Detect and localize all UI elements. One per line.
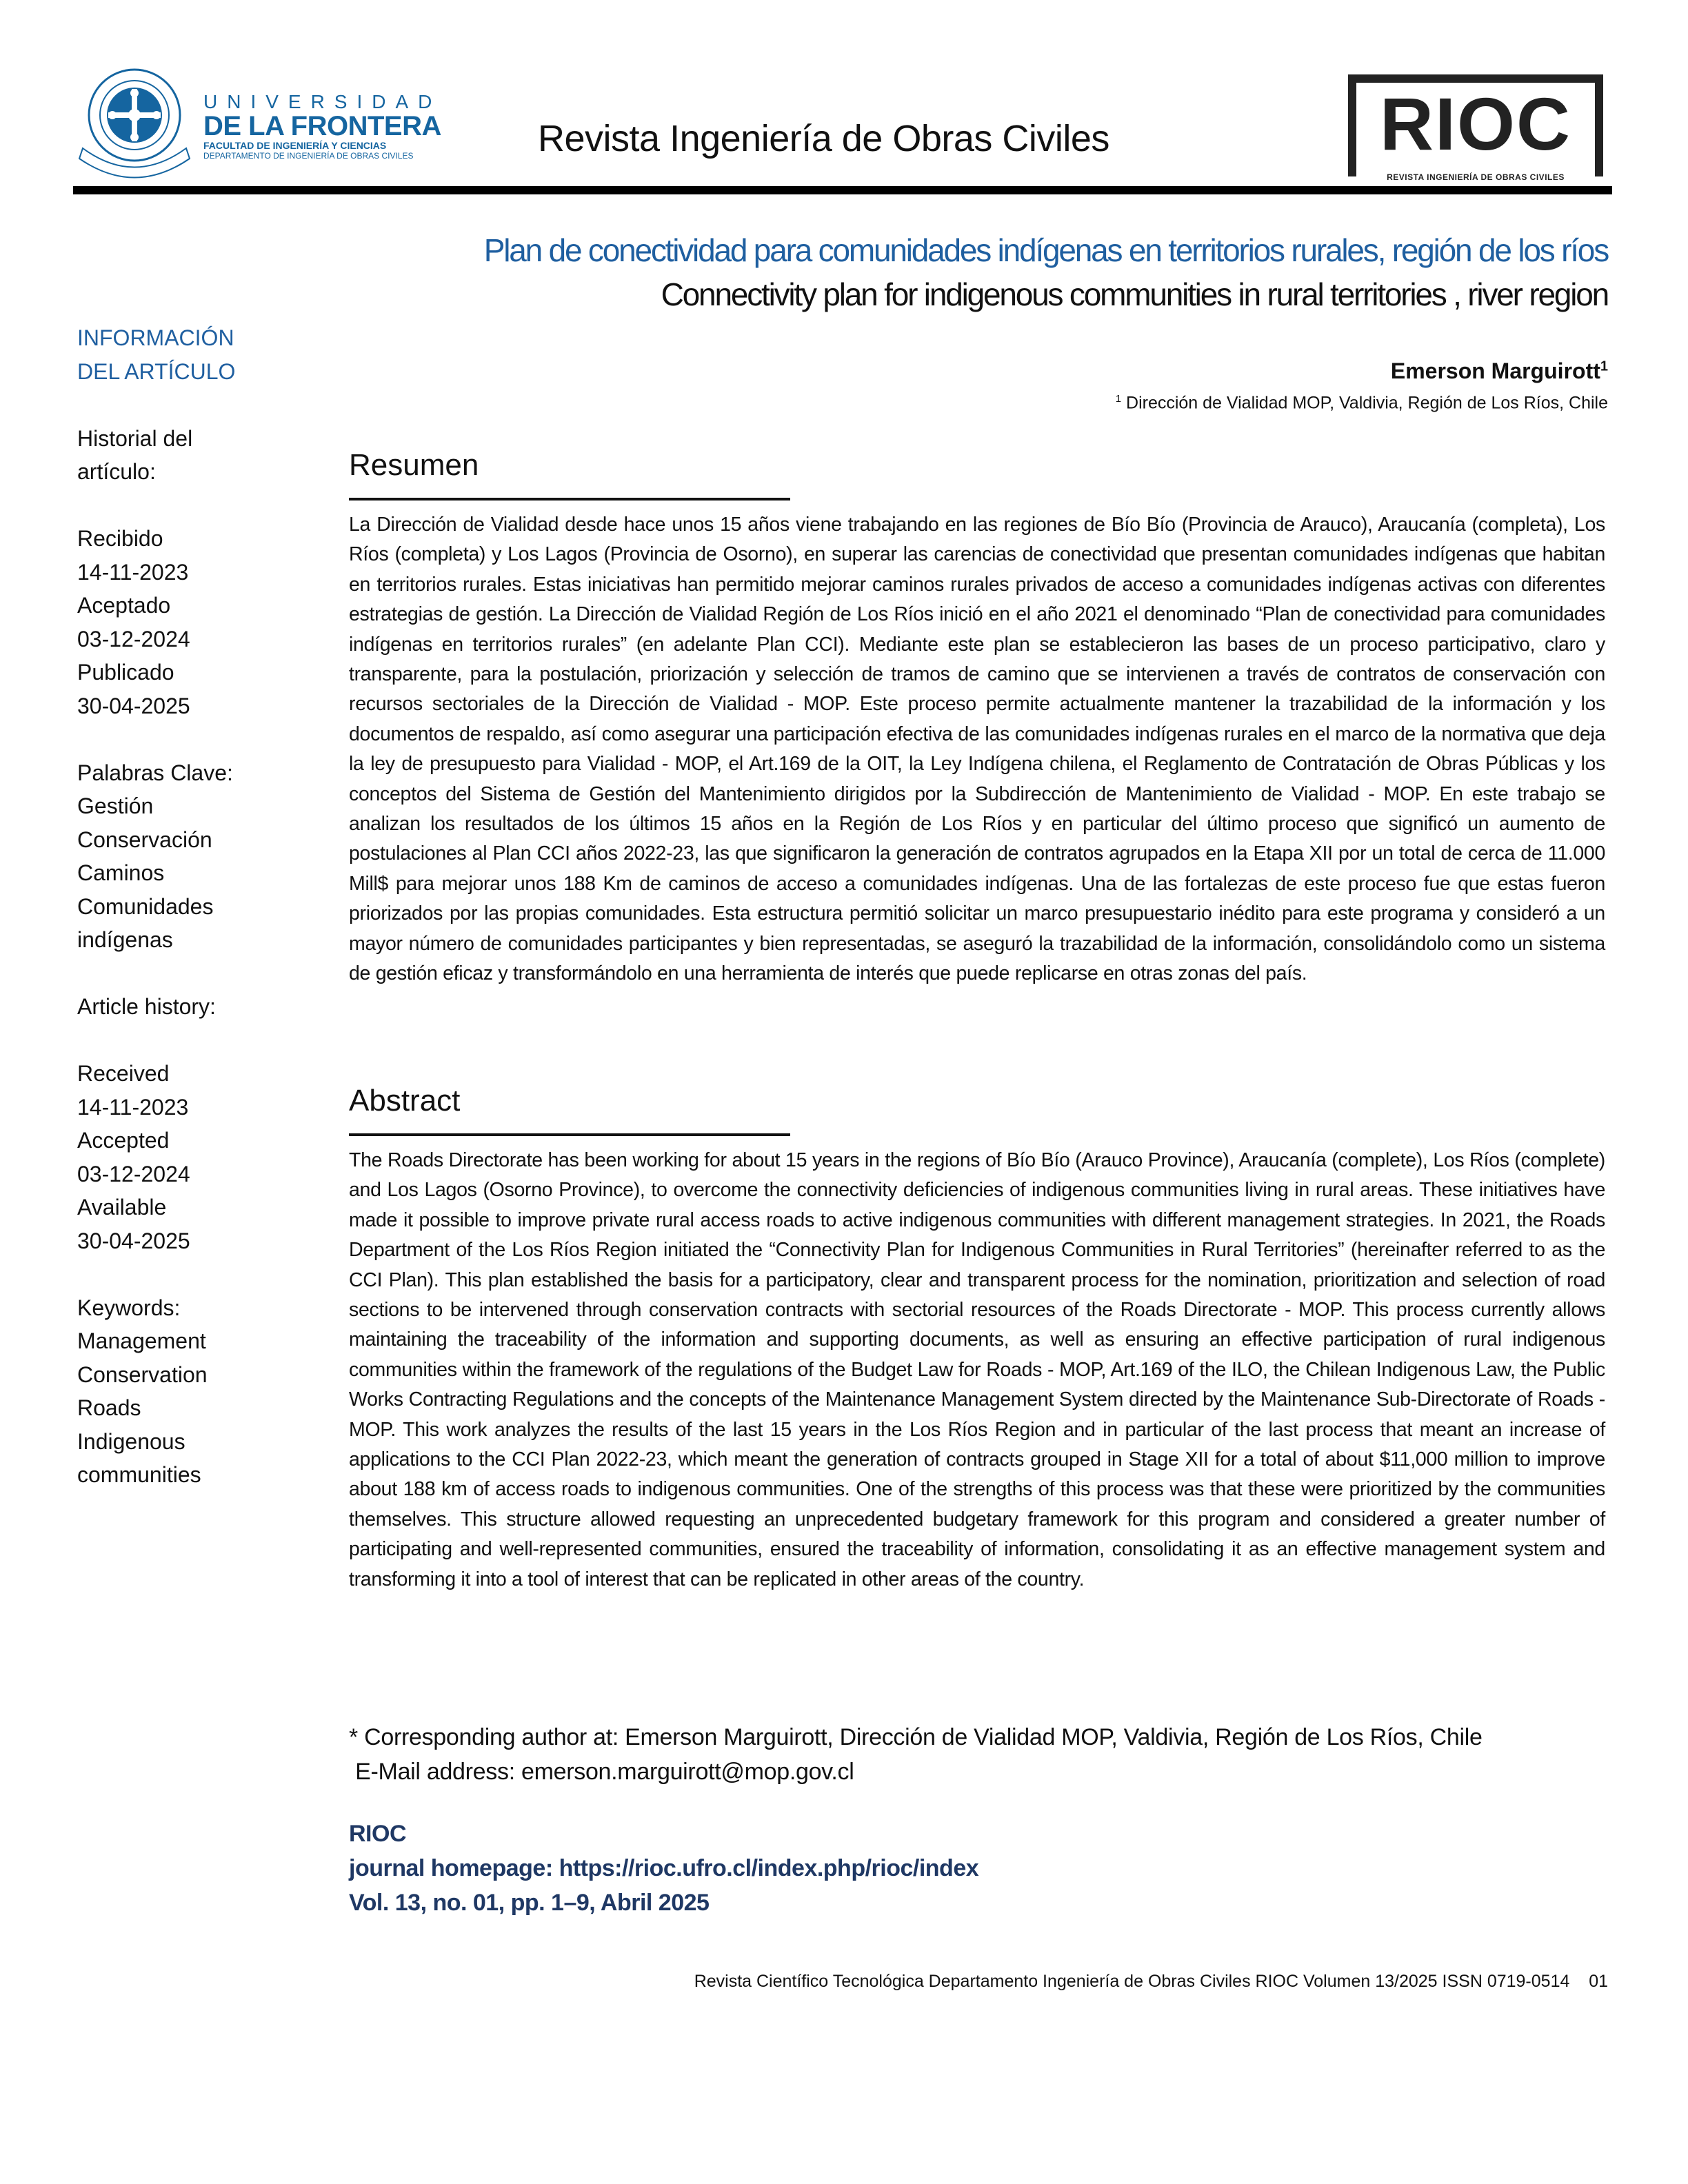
footer-text: Revista Científico Tecnológica Departamento Ingeniería de Obras Civiles RIOC Volumen 13/2025 ISSN 0719-0514	[694, 1972, 1570, 1991]
history-es-label-cont: artículo:	[77, 459, 156, 484]
history-en-received-date: 14-11-2023	[77, 1094, 189, 1120]
rioc-logo	[1348, 74, 1603, 182]
rioc-logo-word: RIOC	[1380, 82, 1571, 165]
resumen-heading: Resumen	[349, 448, 479, 482]
journal-info	[349, 1817, 978, 1920]
history-es-published-label: Publicado	[77, 660, 174, 685]
university-line2: DE LA FRONTERA	[203, 111, 441, 141]
history-en-received-label: Received	[77, 1061, 170, 1086]
keyword-es: Gestión	[77, 793, 154, 818]
author-affiliation-marker: 1	[1600, 358, 1608, 374]
history-es-received-label: Recibido	[77, 526, 163, 551]
corresponding-author-line: * Corresponding author at: Emerson Marguirott, Dirección de Vialidad MOP, Valdivia, Región de Los Ríos, Chile	[349, 1724, 1483, 1750]
corresponding-author	[349, 1720, 1483, 1789]
history-es-published-date: 30-04-2025	[77, 693, 190, 718]
history-en-available-date: 30-04-2025	[77, 1228, 190, 1253]
history-en-available-label: Available	[77, 1195, 167, 1220]
affiliation-marker: 1	[1115, 393, 1122, 405]
keywords-es-label: Palabras Clave:	[77, 760, 233, 785]
keyword-es: indígenas	[77, 927, 173, 952]
history-en-accepted-date: 03-12-2024	[77, 1161, 190, 1186]
author-name	[1391, 358, 1608, 384]
page-number: 01	[1589, 1972, 1608, 1991]
sidebar-heading-line1: INFORMACIÓN	[77, 325, 234, 350]
journal-name: RIOC	[349, 1821, 406, 1847]
journal-volume: Vol. 13, no. 01, pp. 1–9, Abril 2025	[349, 1890, 710, 1916]
header-divider	[73, 186, 1612, 194]
keyword-en: communities	[77, 1462, 201, 1487]
history-es-label: Historial del	[77, 425, 193, 451]
keyword-es: Caminos	[77, 860, 165, 885]
keyword-es: Comunidades	[77, 893, 214, 919]
sidebar-heading-line2: DEL ARTÍCULO	[77, 358, 236, 384]
keyword-en: Management	[77, 1328, 206, 1353]
author-name-text: Emerson Marguirott	[1390, 358, 1600, 383]
history-es-accepted-date: 03-12-2024	[77, 626, 190, 651]
journal-homepage-link[interactable]: journal homepage: https://rioc.ufro.cl/index.php/rioc/index	[349, 1855, 979, 1881]
faculty-name: FACULTAD DE INGENIERÍA Y CIENCIAS	[203, 140, 387, 151]
university-logo	[76, 65, 448, 190]
university-line1: UNIVERSIDAD	[203, 91, 442, 112]
keyword-en: Roads	[77, 1395, 141, 1420]
affiliation-text: Dirección de Vialidad MOP, Valdivia, Región de Los Ríos, Chile	[1121, 393, 1608, 413]
department-name: DEPARTAMENTO DE INGENIERÍA DE OBRAS CIVILES	[203, 151, 414, 161]
page-footer	[694, 1972, 1608, 1992]
author-affiliation	[1116, 393, 1608, 413]
abstract-text: The Roads Directorate has been working for about 15 years in the regions of Bío Bío (Arauco Province), Araucanía (complete), Los Ríos (complete) and Los Lagos (Osorno Province), to overcome the connectivity deficiencies of indigenous communities living in rural areas. These initiatives have made it possible to improve private rural access roads to active indigenous communities with different management strategies. In 2021, the Roads Department of the Los Ríos Region initiated the “Connectivity Plan for Indigenous Communities in Rural Territories” (hereinafter referred to as the CCI Plan). This plan established the basis for a participatory, clear and transparent process for the nomination, prioritization and selection of road sections to be intervened through conservation contracts with sectorial resources of the Roads Directorate - MOP. This process currently allows maintaining the traceability of the information and supporting documents, as well as ensuring an effective participation of rural indigenous communities within the framework of the regulations of the Budget Law for Roads - MOP, Art.169 of the ILO, the Chilean Indigenous Law, the Public Works Contracting Regulations and the concepts of the Maintenance Management System directed by the Maintenance Sub-Directorate of Roads - MOP. This work analyzes the results of the last 15 years in the Los Ríos Region and in particular of the last process that meant an increase of applications to the CCI Plan 2022-23, which meant the generation of contracts grouped in Stage XII for a total of about $11,000 million to improve about 188 km of access roads to indigenous communities. One of the strengths of this process was that these were prioritized by the communities themselves. This structure allowed requesting an unprecedented budgetary framework for this program and considered a greater number of participating and well-represented communities, ensured the traceability of information, consolidating it as an effective management system and transforming it into a tool of interest that can be replicated in other areas of the country.	[349, 1149, 1605, 1590]
university-name	[203, 92, 452, 161]
history-en-label: Article history:	[77, 994, 216, 1019]
history-es-received-date: 14-11-2023	[77, 559, 189, 585]
article-title-es: Plan de conectividad para comunidades indígenas en territorios rurales, región de los ríos	[483, 232, 1608, 268]
history-en-accepted-label: Accepted	[77, 1128, 170, 1153]
keyword-en: Indigenous	[77, 1428, 185, 1454]
university-seal-icon	[76, 65, 193, 179]
rioc-logo-subtitle: REVISTA INGENIERÍA DE OBRAS CIVILES	[1383, 172, 1569, 182]
corresponding-email[interactable]: E-Mail address: emerson.marguirott@mop.gov.cl	[349, 1759, 854, 1785]
abstract-divider	[349, 1133, 790, 1136]
history-es-accepted-label: Aceptado	[77, 593, 171, 618]
keyword-es: Conservación	[77, 827, 212, 852]
keyword-en: Conservation	[77, 1362, 208, 1387]
resumen-text: La Dirección de Vialidad desde hace unos 15 años viene trabajando en las regiones de Bío Bío (Provincia de Arauco), Araucanía (completa), Los Ríos (completa) y Los Lagos (Provincia de Osorno), en superar las carencias de conectividad que presentan comunidades indígenas que habitan en territorios rurales. Estas iniciativas han permitido mejorar caminos rurales privados de acceso a comunidades indígenas activas con diferentes estrategias de gestión. La Dirección de Vialidad Región de Los Ríos inició en el año 2021 el denominado “Plan de conectividad para comunidades indígenas en territorios rurales” (en adelante Plan CCI). Mediante este plan se establecieron las bases de un proceso participativo, claro y transparente, para la postulación, priorización y selección de tramos de camino que se intervienen a través de contratos de conservación con recursos sectoriales de la Dirección de Vialidad - MOP. Este proceso permite actualmente mantener la trazabilidad de la información y los documentos de respaldo, así como asegurar una participación efectiva de las comunidades indígenas rurales en el marco de la normativa que deja la ley de presupuesto para Vialidad - MOP, el Art.169 de la OIT, la Ley Indígena chilena, el Reglamento de Contratación de Obras Públicas y los conceptos del Sistema de Gestión del Mantenimiento dirigidos por la Subdirección de Mantenimiento de Vialidad - MOP. En este trabajo se analizan los resultados de los últimos 15 años en la Región de Los Ríos y en particular del último proceso que significó un aumento de postulaciones al Plan CCI años 2022-23, las que significaron la generación de contratos agrupados en la Etapa XII por un total de cerca de 11.000 Mill$ para mejorar unos 188 Km de caminos de acceso a comunidades indígenas. Una de las fortalezas de este proceso fue que estas fueron priorizados por las propias comunidades. Esta estructura permitió solicitar un marco presupuestario inédito para este programa y consideró a un mayor número de comunidades participantes y bien representadas, se aseguró la trazabilidad de la información, consolidándolo como un sistema de gestión eficaz y transformándolo en una herramienta de interés que puede replicarse en otras zonas del país.	[349, 514, 1605, 985]
article-info-sidebar	[77, 321, 284, 1492]
article-title-en: Connectivity plan for indigenous communities in rural territories , river region	[661, 276, 1608, 312]
journal-header-title: Revista Ingeniería de Obras Civiles	[538, 118, 1109, 159]
abstract-heading: Abstract	[349, 1084, 461, 1118]
keywords-en-label: Keywords:	[77, 1295, 181, 1320]
resumen-divider	[349, 498, 790, 501]
